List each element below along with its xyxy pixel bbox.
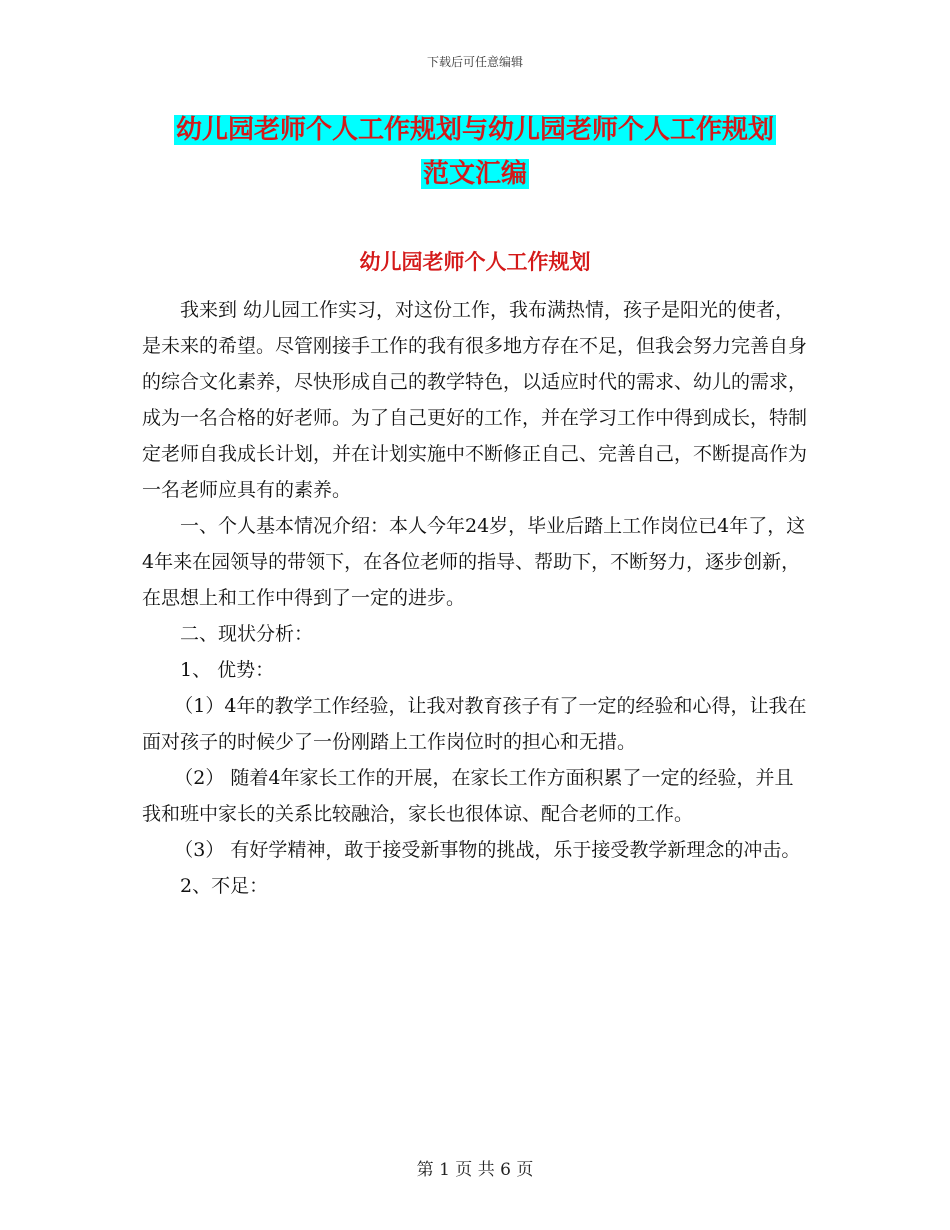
paragraph-intro: 我来到 幼儿园工作实习，对这份工作，我布满热情，孩子是阳光的使者，是未来的希望。尽管刚接手工作的我有很多地方存在不足，但我会努力完善自身的综合文化素养，尽快形成自己的教学特色，以适应时代的需求、幼儿的需求，成为一名合格的好老师。为了自己更好的工作，并在学习工作中得到成长，特制定老师自我成长计划，并在计划实施中不断修正自己、完善自己，不断提高作为一名老师应具有的素养。 [142, 299, 808, 501]
paragraph-weakness-heading: 2、不足： [180, 875, 269, 897]
paragraph-strength-1: （1）4年的教学工作经验，让我对教育孩子有了一定的经验和心得，让我在面对孩子的时候少了一份刚踏上工作岗位时的担心和无措。 [142, 695, 807, 753]
document-title-line1: 幼儿园老师个人工作规划与幼儿园老师个人工作规划 [175, 115, 774, 145]
paragraph-strengths-heading: 1、 优势： [180, 659, 275, 681]
body-text [142, 292, 810, 904]
paragraph-basic-info: 一、个人基本情况介绍：本人今年24岁，毕业后踏上工作岗位已4年了，这4年来在园领导的带领下，在各位老师的指导、帮助下，不断努力，逐步创新，在思想上和工作中得到了一定的进步。 [142, 515, 806, 609]
paragraph-strength-3: （3） 有好学精神，敢于接受新事物的挑战，乐于接受教学新理念的冲击。 [174, 839, 801, 861]
document-title-line2: 范文汇编 [422, 159, 527, 189]
header-note: 下载后可任意编辑 [426, 55, 523, 69]
page-footer: 第 1 页 共 6 页 [416, 1160, 534, 1180]
paragraph-status-heading: 二、现状分析： [180, 623, 314, 645]
paragraph-strength-2: （2） 随着4年家长工作的开展，在家长工作方面积累了一定的经验，并且我和班中家长的关系比较融洽，家长也很体谅、配合老师的工作。 [142, 767, 794, 825]
section-title: 幼儿园老师个人工作规划 [359, 249, 591, 274]
